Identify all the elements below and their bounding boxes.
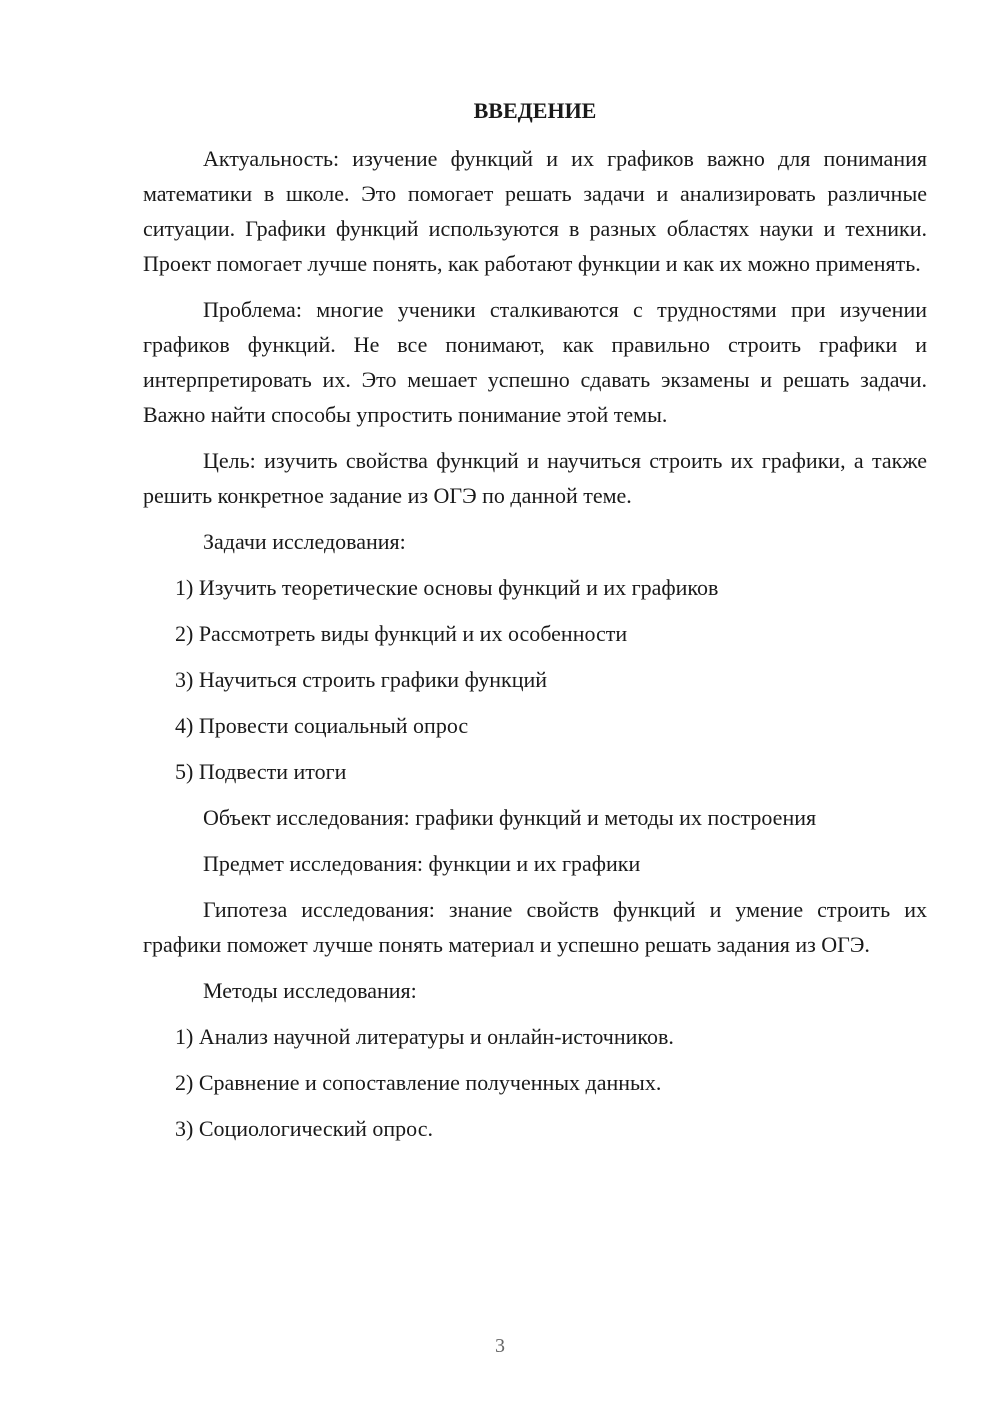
- problem-paragraph: Проблема: многие ученики сталкиваются с трудностями при изучении графиков функций. Не все понимают, как правильно строить графики и интерпретировать их. Это мешает успешно сдавать экзамены и решать задачи. Важно найти способы упростить понимание этой темы.: [143, 297, 927, 427]
- tasks-list: [143, 570, 927, 789]
- section-title: ВВЕДЕНИЕ: [473, 98, 597, 123]
- subject-statement: Предмет исследования: функции и их графики: [203, 851, 641, 876]
- tasks-label: Задачи исследования:: [203, 529, 406, 554]
- list-item: 3) Социологический опрос.: [175, 1116, 433, 1141]
- object-statement: Объект исследования: графики функций и методы их построения: [203, 805, 817, 830]
- document-body: [143, 94, 927, 1157]
- methods-label: Методы исследования:: [203, 978, 417, 1003]
- methods-list: [143, 1019, 927, 1146]
- page-number: 3: [495, 1335, 505, 1357]
- list-item: 1) Изучить теоретические основы функций и их графиков: [175, 575, 719, 600]
- goal-paragraph: Цель: изучить свойства функций и научиться строить их графики, а также решить конкретное задание из ОГЭ по данной теме.: [143, 448, 927, 508]
- list-item: 5) Подвести итоги: [175, 759, 347, 784]
- list-item: 1) Анализ научной литературы и онлайн-источников.: [175, 1024, 674, 1049]
- relevance-paragraph: Актуальность: изучение функций и их графиков важно для понимания математики в школе. Это помогает решать задачи и анализировать различные ситуации. Графики функций используются в разных областях науки и техники. Проект помогает лучше понять, как работают функции и как их можно применять.: [143, 146, 927, 276]
- list-item: 2) Сравнение и сопоставление полученных данных.: [175, 1070, 662, 1095]
- list-item: 2) Рассмотреть виды функций и их особенности: [175, 621, 628, 646]
- hypothesis-paragraph: Гипотеза исследования: знание свойств функций и умение строить их графики поможет лучше понять материал и успешно решать задания из ОГЭ.: [143, 897, 927, 957]
- list-item: 3) Научиться строить графики функций: [175, 667, 548, 692]
- list-item: 4) Провести социальный опрос: [175, 713, 469, 738]
